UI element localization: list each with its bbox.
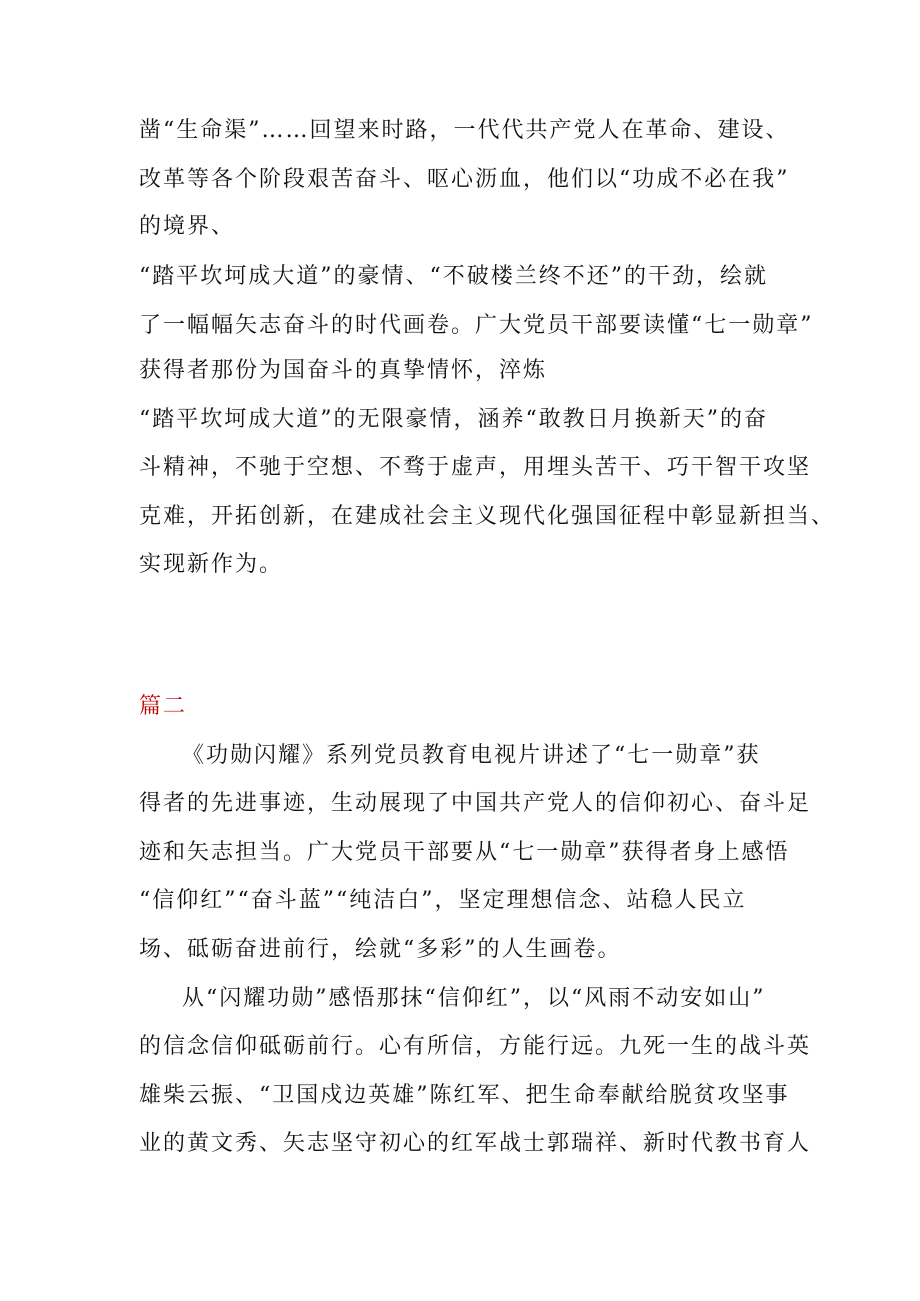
section2-heading: 篇二 — [139, 694, 188, 719]
section2-line-2: 得者的先进事迹，生动展现了中国共产党人的信仰初心、奋斗足 — [139, 791, 812, 816]
section1-line-8: 斗精神，不驰于空想、不骛于虚声，用埋头苦干、巧干智干攻坚 — [139, 455, 812, 480]
section2-line-4: “信仰红”“奋斗蓝”“纯洁白”，坚定理想信念、站稳人民立 — [139, 888, 747, 913]
section1-line-3: 的境界、 — [139, 214, 236, 239]
section2-line-7: 的信念信仰砥砺前行。心有所信，方能行远。九死一生的战斗英 — [139, 1034, 812, 1059]
section2-line-6: 从“闪耀功勋”感悟那抹“信仰红”，以“风雨不动安如山” — [182, 986, 766, 1011]
section1-line-5: 了一幅幅矢志奋斗的时代画卷。广大党员干部要读懂“七一勋章” — [139, 313, 814, 338]
section1-line-1: 凿“生命渠”……回望来时路，一代代共产党人在革命、建设、 — [139, 118, 790, 143]
section2-line-1: 《功勋闪耀》系列党员教育电视片讲述了“七一勋章”获 — [182, 743, 761, 768]
section1-line-10: 实现新作为。 — [139, 552, 284, 577]
section1-line-4: “踏平坎坷成大道”的豪情、“不破楼兰终不还”的干劲，绘就 — [139, 264, 768, 289]
section1-line-7: “踏平坎坷成大道”的无限豪情，涵养“敢教日月换新天”的奋 — [139, 407, 768, 432]
section2-line-9: 业的黄文秀、矢志坚守初心的红军战士郭瑞祥、新时代教书育人 — [139, 1131, 812, 1156]
section2-line-8: 雄柴云振、“卫国戍边英雄”陈红军、把生命奉献给脱贫攻坚事 — [139, 1083, 790, 1108]
section2-line-5: 场、砥砺奋进前行，绘就“多彩”的人生画卷。 — [139, 937, 622, 962]
section1-line-9: 克难，开拓创新，在建成社会主义现代化强国征程中彰显新担当、 — [139, 504, 836, 529]
section2-line-3: 迹和矢志担当。广大党员干部要从“七一勋章”获得者身上感悟 — [139, 840, 790, 865]
section1-line-6: 获得者那份为国奋斗的真挚情怀，淬炼 — [139, 358, 548, 383]
section1-line-2: 改革等各个阶段艰苦奋斗、呕心沥血，他们以“功成不必在我” — [139, 167, 790, 192]
